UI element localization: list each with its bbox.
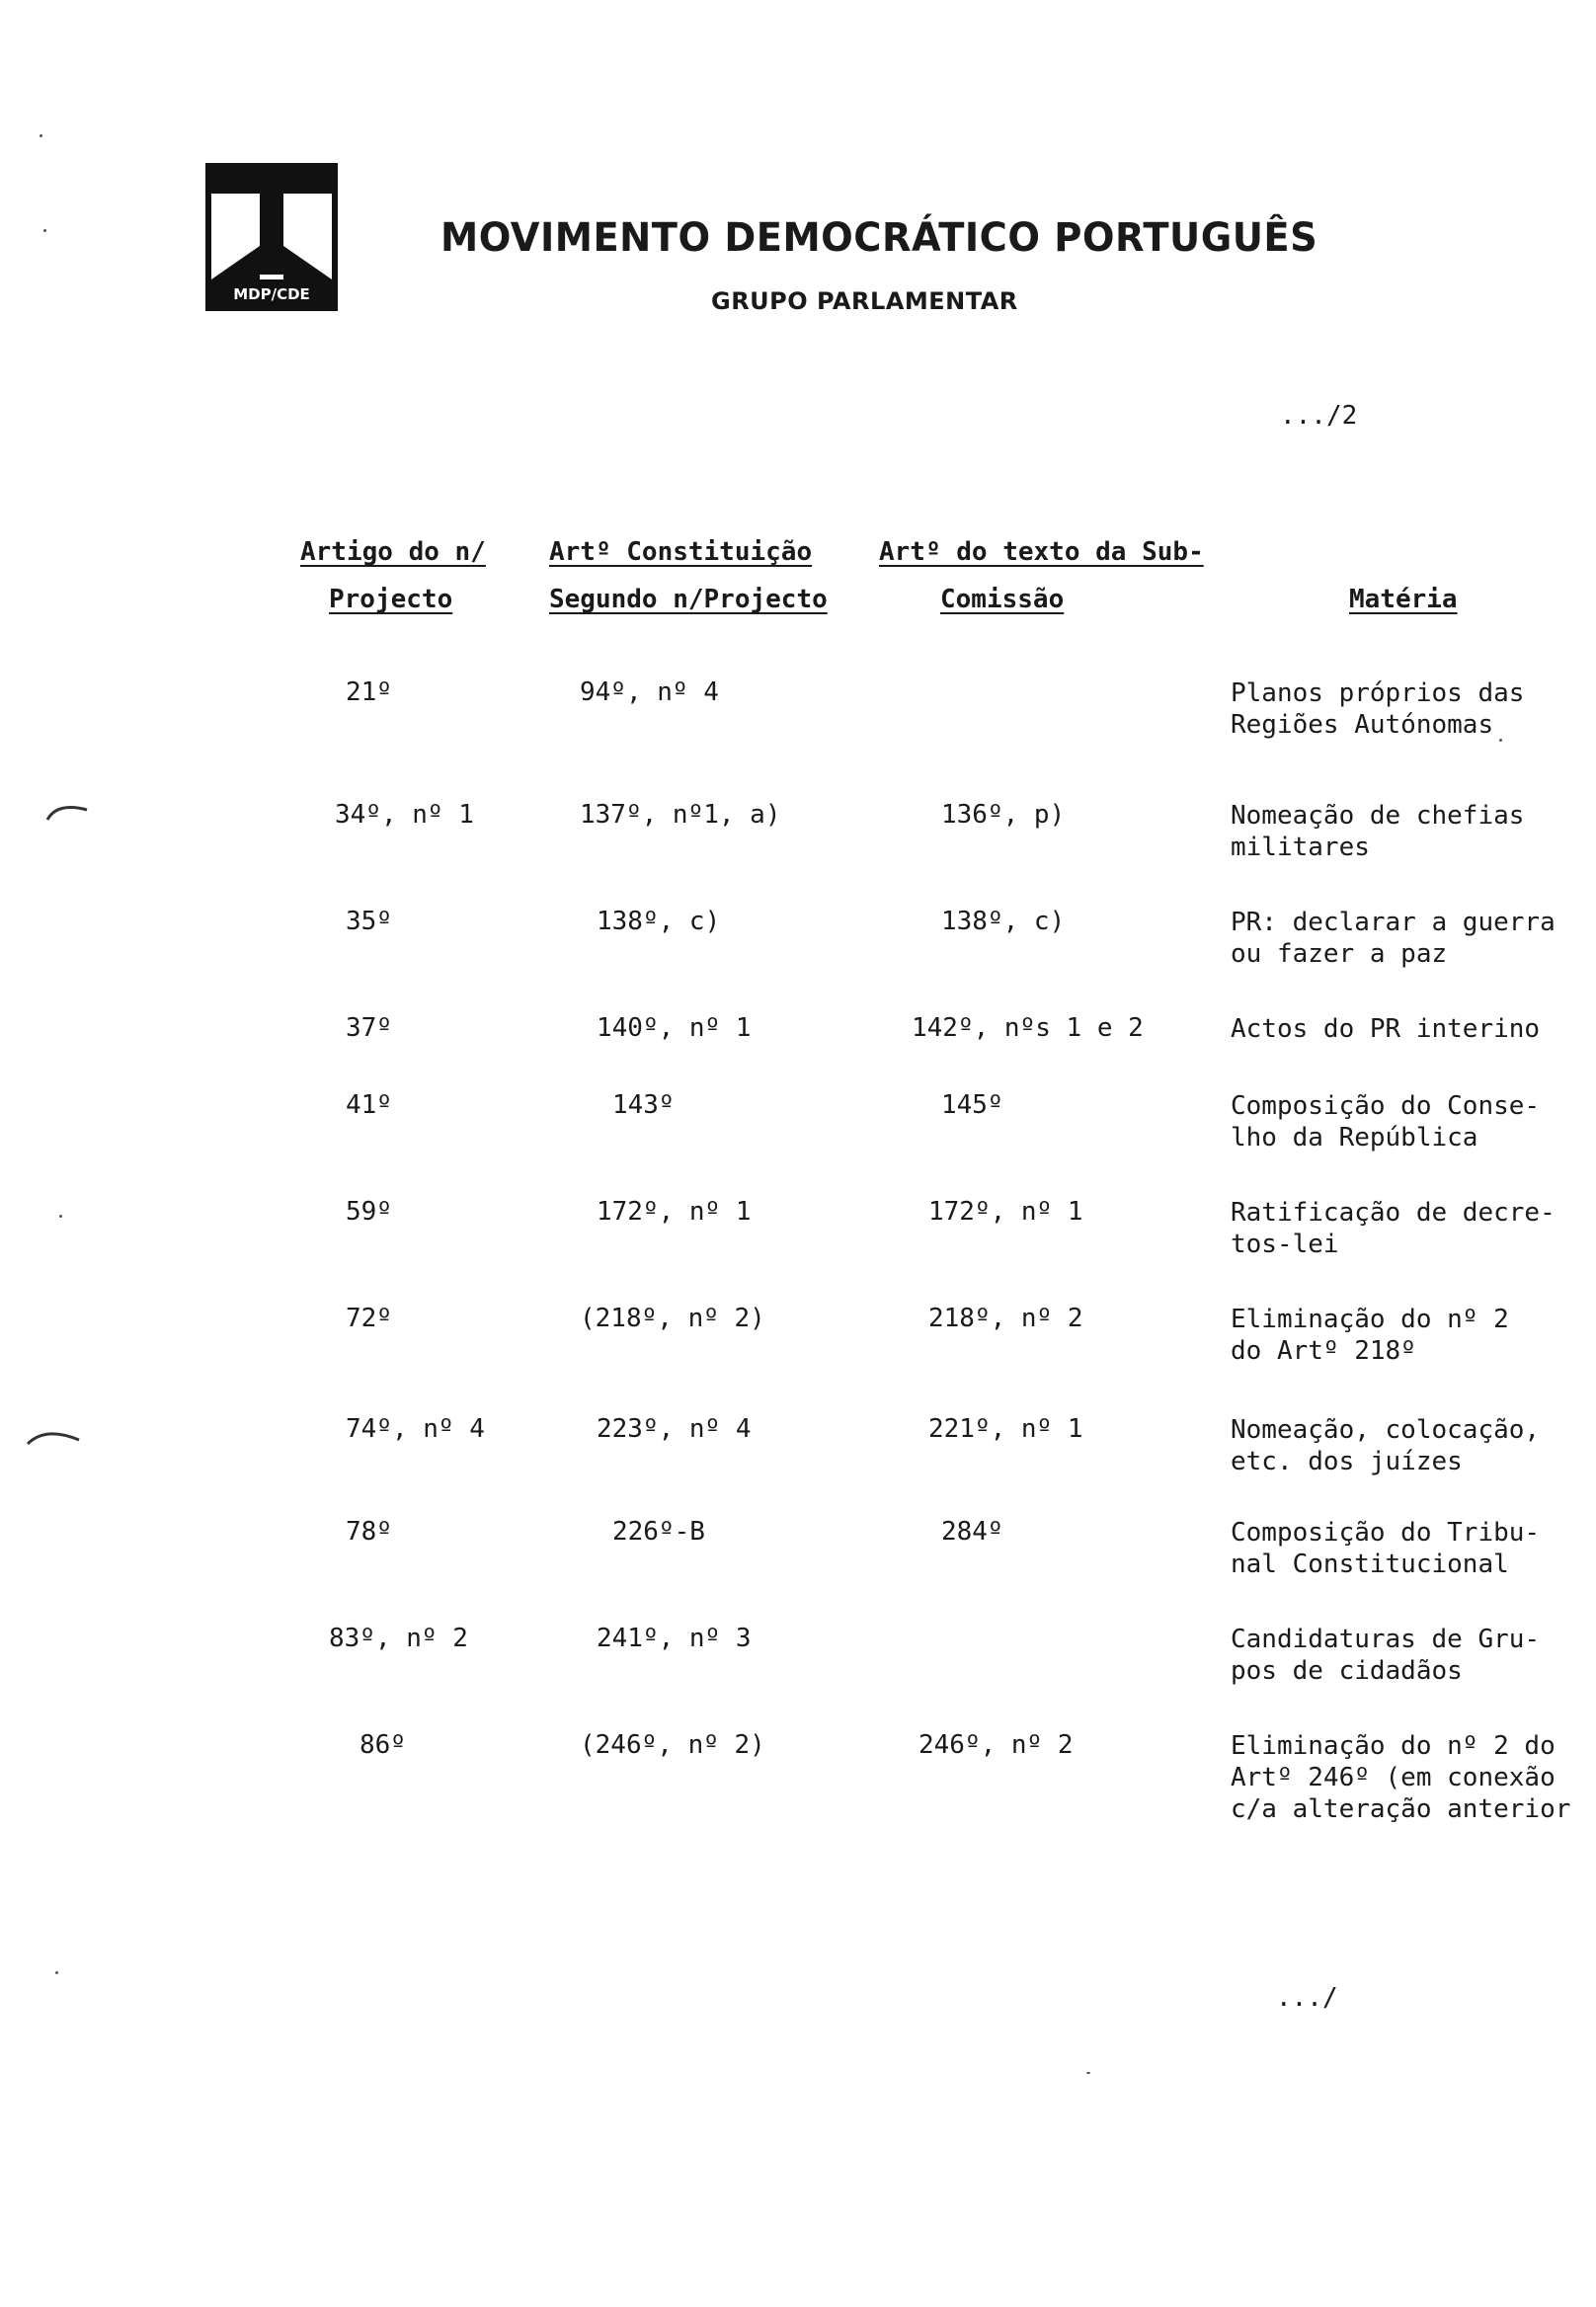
row7-subject: Eliminação do nº 2 do Artº 218º xyxy=(1231,1305,1509,1366)
row5-article-subcommission: 145º xyxy=(941,1090,1003,1120)
svg-text:MDP/CDE: MDP/CDE xyxy=(233,285,310,303)
row3-article-subcommission: 138º, c) xyxy=(941,907,1066,936)
row2-article-constitution: 137º, nº1, a) xyxy=(580,800,781,830)
row11-article-subcommission: 246º, nº 2 xyxy=(918,1730,1074,1760)
row9-article-project: 78º xyxy=(346,1517,392,1547)
row8-article-constitution: 223º, nº 4 xyxy=(597,1414,752,1444)
row1-subject: Planos próprios das Regiões Autónomas xyxy=(1231,678,1525,740)
header-col1-line2: Projecto xyxy=(329,585,453,614)
row10-subject: Candidaturas de Gru- pos de cidadãos xyxy=(1231,1625,1541,1686)
organization-name: MOVIMENTO DEMOCRÁTICO PORTUGUÊS xyxy=(440,215,1318,261)
row7-article-constitution: (218º, nº 2) xyxy=(580,1304,765,1333)
row8-article-project: 74º, nº 4 xyxy=(346,1414,485,1444)
scan-speck xyxy=(40,134,42,137)
row5-article-project: 41º xyxy=(346,1090,392,1120)
row2-subject: Nomeação de chefias militares xyxy=(1231,801,1525,862)
row4-article-project: 37º xyxy=(346,1013,392,1043)
row7-article-project: 72º xyxy=(346,1304,392,1333)
row5-article-constitution: 143º xyxy=(612,1090,675,1120)
row6-article-project: 59º xyxy=(346,1197,392,1227)
row11-article-constitution: (246º, nº 2) xyxy=(580,1730,765,1760)
row3-subject: PR: declarar a guerra ou fazer a paz xyxy=(1231,908,1556,969)
row11-article-project: 86º xyxy=(359,1730,406,1760)
parliamentary-group: GRUPO PARLAMENTAR xyxy=(711,287,1018,315)
page-number: .../2 xyxy=(1280,401,1358,431)
header-col3-line2: Comissão xyxy=(940,585,1065,614)
row6-article-constitution: 172º, nº 1 xyxy=(597,1197,752,1227)
row6-subject: Ratificação de decre- tos-lei xyxy=(1231,1198,1556,1259)
row9-subject: Composição do Tribu- nal Constitucional xyxy=(1231,1518,1541,1579)
scan-speck xyxy=(1086,2072,1090,2074)
row9-article-subcommission: 284º xyxy=(941,1517,1003,1547)
mdp-cde-logo xyxy=(205,163,338,311)
scan-speck xyxy=(43,229,46,232)
row4-article-subcommission: 142º, nºs 1 e 2 xyxy=(912,1013,1144,1043)
header-col2-line1: Artº Constituição xyxy=(549,537,813,567)
row10-article-project: 83º, nº 2 xyxy=(329,1624,468,1653)
scan-mark xyxy=(26,1422,85,1448)
row6-article-subcommission: 172º, nº 1 xyxy=(928,1197,1083,1227)
row4-subject: Actos do PR interino xyxy=(1231,1014,1541,1044)
header-col3-line1: Artº do texto da Sub- xyxy=(879,537,1204,567)
scan-speck xyxy=(1499,739,1502,742)
header-col4: Matéria xyxy=(1349,585,1458,614)
row1-article-constitution: 94º, nº 4 xyxy=(580,677,719,707)
row8-subject: Nomeação, colocação, etc. dos juízes xyxy=(1231,1415,1541,1476)
row11-subject: Eliminação do nº 2 do Artº 246º (em conexão c/a alteração anterior xyxy=(1231,1731,1571,1824)
scan-mark xyxy=(43,796,93,826)
row3-article-project: 35º xyxy=(346,907,392,936)
row7-article-subcommission: 218º, nº 2 xyxy=(928,1304,1083,1333)
row8-article-subcommission: 221º, nº 1 xyxy=(928,1414,1083,1444)
row3-article-constitution: 138º, c) xyxy=(597,907,721,936)
continuation-marker: .../ xyxy=(1276,1983,1338,2013)
row9-article-constitution: 226º-B xyxy=(612,1517,705,1547)
header-col1-line1: Artigo do n/ xyxy=(300,537,486,567)
row1-article-project: 21º xyxy=(346,677,392,707)
scan-speck xyxy=(59,1215,62,1218)
row4-article-constitution: 140º, nº 1 xyxy=(597,1013,752,1043)
row2-article-subcommission: 136º, p) xyxy=(941,800,1066,830)
header-col2-line2: Segundo n/Projecto xyxy=(549,585,828,614)
scan-speck xyxy=(55,1971,58,1974)
row5-subject: Composição do Conse- lho da República xyxy=(1231,1091,1541,1153)
row10-article-constitution: 241º, nº 3 xyxy=(597,1624,752,1653)
row2-article-project: 34º, nº 1 xyxy=(335,800,474,830)
